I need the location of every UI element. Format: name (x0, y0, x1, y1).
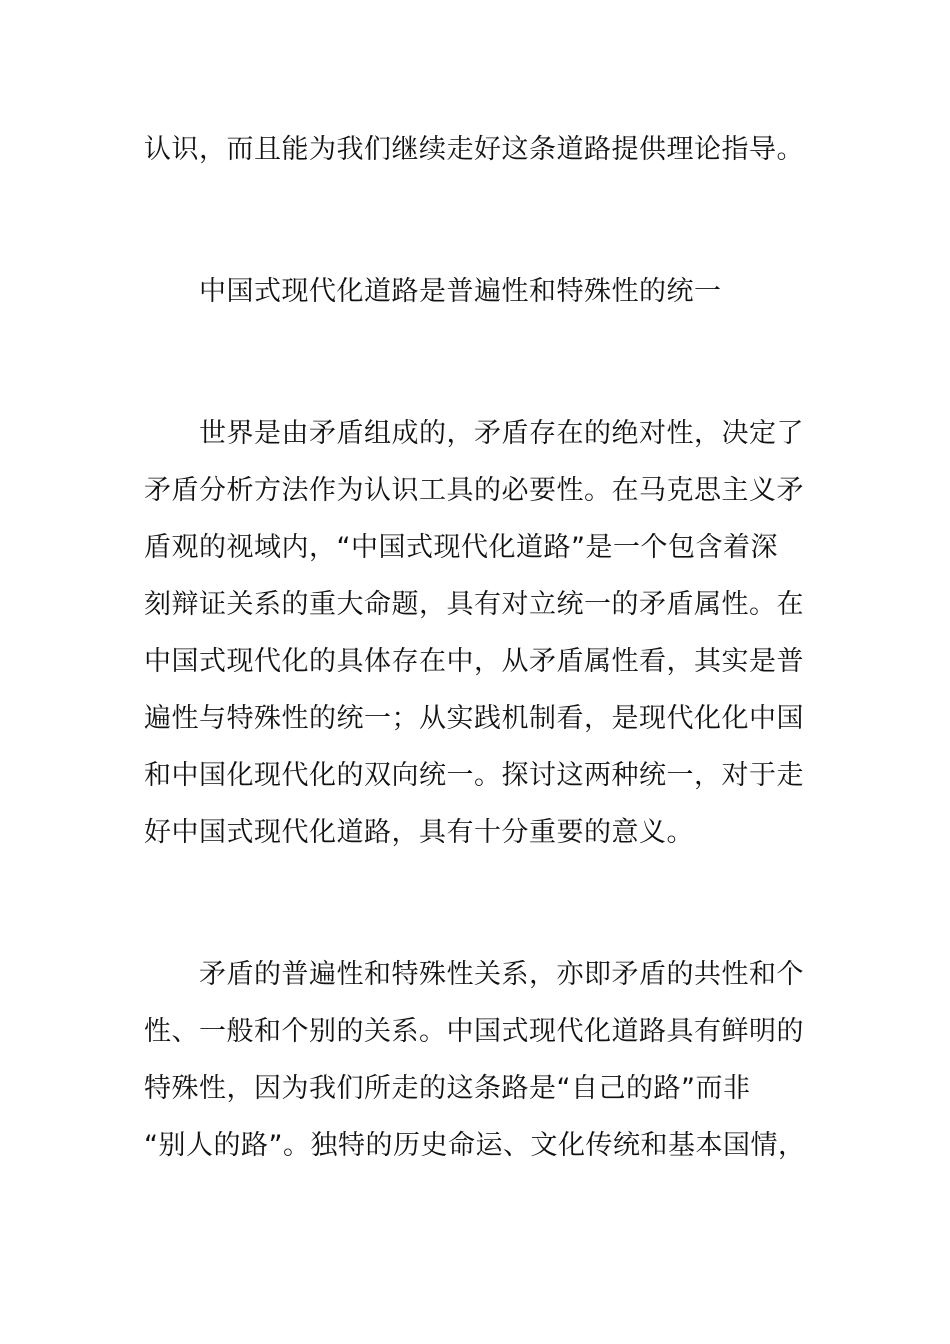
paragraph-line: 刻辩证关系的重大命题，具有对立统一的矛盾属性。在 (144, 589, 804, 620)
paragraph-line: 好中国式现代化道路，具有十分重要的意义。 (144, 817, 694, 848)
section-heading: 中国式现代化道路是普遍性和特殊性的统一 (199, 276, 722, 307)
paragraph-line: 遍性与特殊性的统一；从实践机制看，是现代化化中国 (144, 703, 804, 734)
paragraph-line: 盾观的视域内，“中国式现代化道路”是一个包含着深 (144, 532, 778, 563)
paragraph-line: “别人的路”。独特的历史命运、文化传统和基本国情， (144, 1130, 806, 1161)
paragraph-line: 性、一般和个别的关系。中国式现代化道路具有鲜明的 (144, 1016, 804, 1047)
paragraph-line: 世界是由矛盾组成的，矛盾存在的绝对性，决定了 (199, 418, 804, 449)
paragraph-line: 矛盾的普遍性和特殊性关系，亦即矛盾的共性和个 (199, 959, 804, 990)
intro-tail-text: 认识，而且能为我们继续走好这条道路提供理论指导。 (144, 134, 804, 165)
paragraph-line: 中国式现代化的具体存在中，从矛盾属性看，其实是普 (144, 646, 804, 677)
paragraph-line: 和中国化现代化的双向统一。探讨这两种统一，对于走 (144, 760, 804, 791)
paragraph-line: 矛盾分析方法作为认识工具的必要性。在马克思主义矛 (144, 475, 804, 506)
paragraph-line: 特殊性，因为我们所走的这条路是“自己的路”而非 (144, 1073, 751, 1104)
